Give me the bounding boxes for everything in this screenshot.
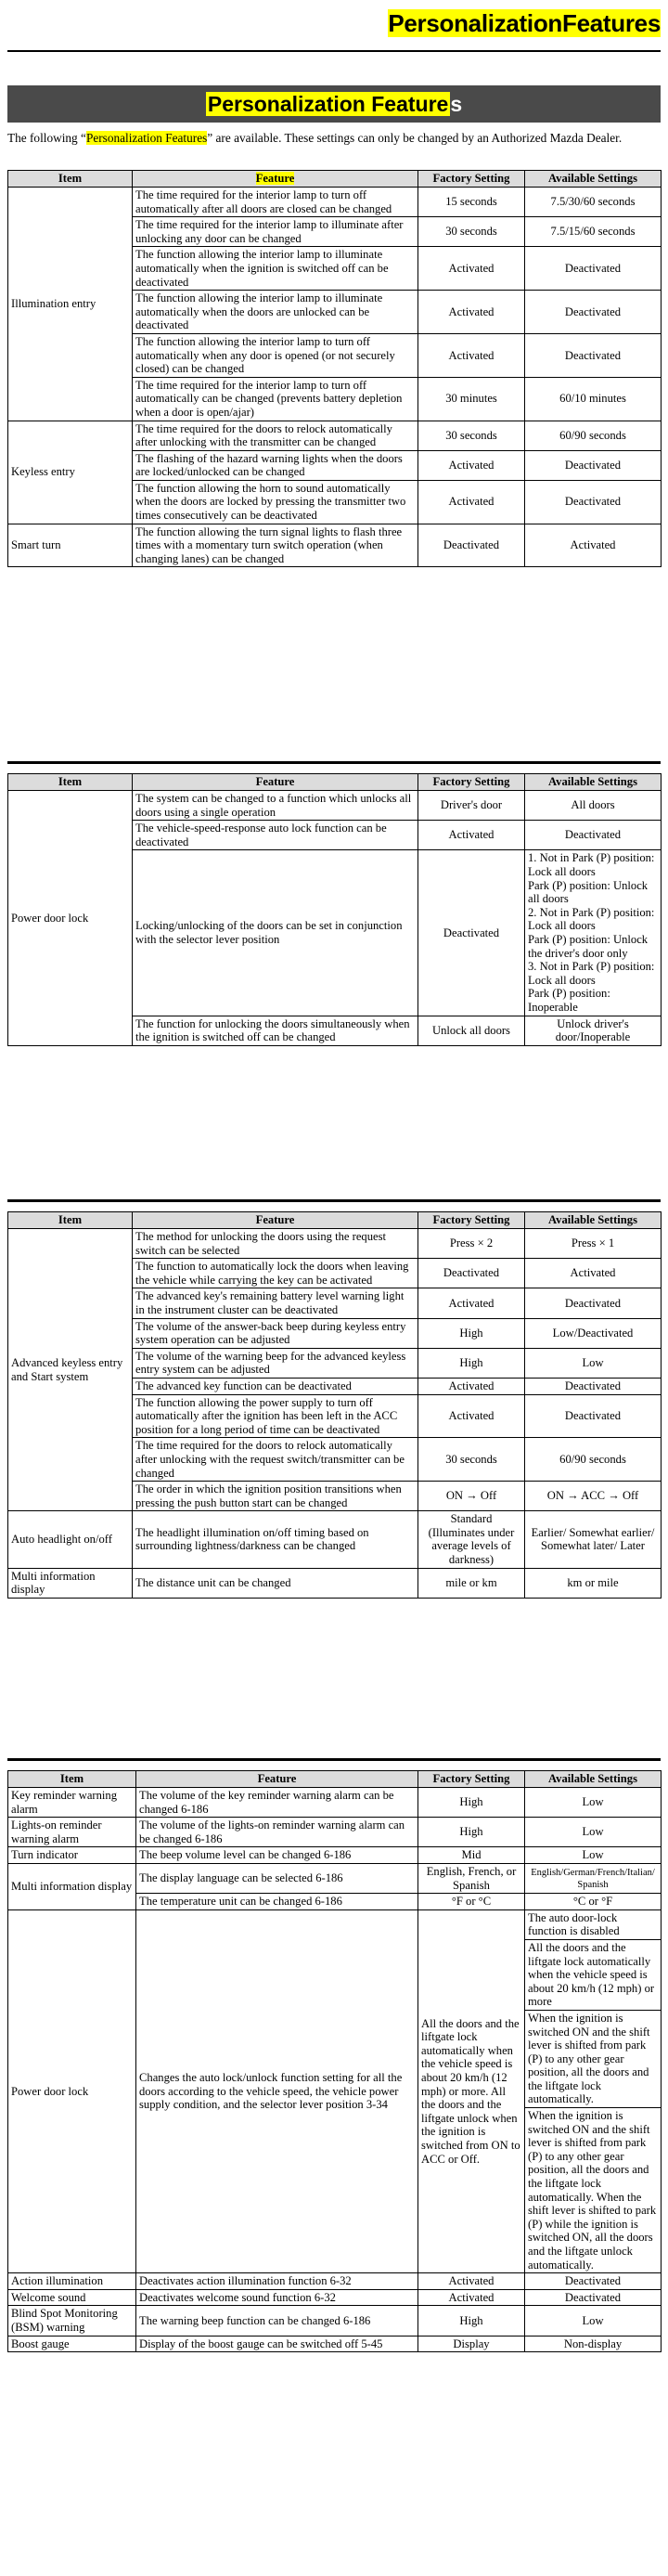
- features-table-misc: [7, 1770, 662, 2352]
- feature-cell: The headlight illumination on/off timing based on surrounding lightness/darkness can be changed: [133, 1511, 418, 1568]
- feature-cell: The function allowing the interior lamp to illuminate automatically when the doors are unlocked can be deactivated: [133, 291, 418, 334]
- feature-cell: The function allowing the horn to sound automatically when the doors are locked by pressing the transmitter two times consecutively can be deactivated: [133, 480, 418, 524]
- header-available: Available Settings: [525, 1212, 662, 1229]
- factory-cell: Activated: [418, 2289, 525, 2306]
- table-header-row: [8, 774, 662, 791]
- available-option: The auto door-lock function is disabled: [528, 1910, 620, 1938]
- header-item: Item: [8, 1212, 133, 1229]
- available-cell: 7.5/15/60 seconds: [525, 217, 662, 247]
- item-cell: Lights-on reminder warning alarm: [8, 1818, 136, 1847]
- header-available: Available Settings: [525, 171, 662, 188]
- section-divider: [7, 761, 661, 764]
- available-cell: Low: [525, 1788, 662, 1818]
- feature-cell: The time required for the doors to relock automatically after unlocking with the request switch/transmitter can be changed: [133, 1438, 418, 1482]
- item-cell: Blind Spot Monitoring (BSM) warning: [8, 2306, 136, 2336]
- section-divider: [7, 1199, 661, 1202]
- available-cell: Deactivated: [525, 821, 662, 850]
- header-feature: Feature: [133, 1212, 418, 1229]
- feature-cell: The time required for the interior lamp to illuminate after unlocking any door can be changed: [133, 217, 418, 247]
- table-row: [8, 188, 662, 217]
- features-table-power-door: [7, 773, 662, 1046]
- factory-cell: Deactivated: [418, 1259, 525, 1288]
- feature-cell: The order in which the ignition position transitions when pressing the push button start can be changed: [133, 1482, 418, 1511]
- available-cell: Deactivated: [525, 247, 662, 291]
- page-title: [388, 9, 661, 37]
- header-feature: Feature: [133, 171, 418, 188]
- factory-cell: 30 seconds: [418, 217, 525, 247]
- feature-cell: The function allowing the interior lamp to turn off automatically when any door is opened (or not securely closed) can be changed: [133, 333, 418, 377]
- available-cell: Deactivated: [525, 291, 662, 334]
- available-cell: All doors: [525, 791, 662, 821]
- feature-cell: The system can be changed to a function which unlocks all doors using a single operation: [133, 791, 418, 821]
- feature-cell: The flashing of the hazard warning lights when the doors are locked/unlocked can be changed: [133, 450, 418, 480]
- available-cell: 60/90 seconds: [525, 1438, 662, 1482]
- factory-cell: Activated: [418, 821, 525, 850]
- factory-cell: English, French, or Spanish: [418, 1863, 525, 1893]
- feature-cell: The temperature unit can be changed 6-186: [136, 1894, 418, 1910]
- factory-cell: Press × 2: [418, 1229, 525, 1259]
- available-cell: km or mile: [525, 1568, 662, 1598]
- feature-cell: Display of the boost gauge can be switched off 5-45: [136, 2336, 418, 2352]
- available-cell: Deactivated: [525, 450, 662, 480]
- table-row: [8, 1229, 662, 1259]
- item-cell: Smart turn: [8, 524, 133, 567]
- table-row: [8, 1788, 662, 1818]
- factory-cell: Activated: [418, 1288, 525, 1318]
- page-title-highlight-2: Features: [562, 9, 661, 37]
- item-cell: Key reminder warning alarm: [8, 1788, 136, 1818]
- feature-cell: The volume of the answer-back beep during keyless entry system operation can be adjusted: [133, 1318, 418, 1348]
- item-cell: Boost gauge: [8, 2336, 136, 2352]
- factory-cell: Activated: [418, 333, 525, 377]
- available-cell: Earlier/ Somewhat earlier/ Somewhat later/ Later: [525, 1511, 662, 1568]
- feature-cell: The time required for the interior lamp to turn off automatically after all doors are closed can be changed: [133, 188, 418, 217]
- table-header-row: [8, 171, 662, 188]
- available-cell: Deactivated: [525, 1288, 662, 1318]
- available-line: Park (P) position: Unlock all doors: [528, 878, 649, 906]
- factory-cell: Activated: [418, 1394, 525, 1438]
- factory-cell: Mid: [418, 1847, 525, 1864]
- factory-cell: Activated: [418, 480, 525, 524]
- table-row: [8, 1511, 662, 1568]
- feature-cell: The advanced key's remaining battery level warning light in the instrument cluster can be deactivated: [133, 1288, 418, 1318]
- table-row: [8, 2289, 662, 2306]
- factory-cell: Activated: [418, 1378, 525, 1394]
- section-banner: [7, 85, 661, 123]
- item-cell: Illumination entry: [8, 188, 133, 421]
- feature-cell: The display language can be selected 6-186: [136, 1863, 418, 1893]
- feature-cell: The advanced key function can be deactivated: [133, 1378, 418, 1394]
- available-line: 2. Not in Park (P) position: Lock all doors: [528, 905, 655, 933]
- available-cell: [525, 850, 662, 1016]
- page-title-highlight: Personalization: [388, 9, 563, 37]
- table-row: [8, 1568, 662, 1598]
- factory-cell: 30 seconds: [418, 421, 525, 450]
- intro-text-start: The following “: [7, 131, 86, 145]
- available-cell: Deactivated: [525, 1378, 662, 1394]
- item-cell: Multi information display: [8, 1863, 136, 1909]
- table-row: [8, 1818, 662, 1847]
- feature-cell: The beep volume level can be changed 6-186: [136, 1847, 418, 1864]
- factory-cell: Activated: [418, 450, 525, 480]
- banner-highlight: Personalization Feature: [207, 92, 449, 116]
- feature-cell: The method for unlocking the doors using the request switch can be selected: [133, 1229, 418, 1259]
- factory-cell: High: [418, 1318, 525, 1348]
- available-cell: Deactivated: [525, 2289, 662, 2306]
- table-row: [8, 2273, 662, 2290]
- feature-cell: The warning beep function can be changed 6-186: [136, 2306, 418, 2336]
- available-cell: 7.5/30/60 seconds: [525, 188, 662, 217]
- item-cell: Power door lock: [8, 1909, 136, 2272]
- header-factory: Factory Setting: [418, 774, 525, 791]
- factory-cell: Deactivated: [418, 524, 525, 567]
- header-feature: Feature: [133, 774, 418, 791]
- feature-cell: The vehicle-speed-response auto lock function can be deactivated: [133, 821, 418, 850]
- table-row: [8, 2306, 662, 2336]
- item-cell: Keyless entry: [8, 421, 133, 524]
- features-table-keyless: [7, 1211, 662, 1599]
- feature-cell: The volume of the lights-on reminder warning alarm can be changed 6-186: [136, 1818, 418, 1847]
- factory-cell: High: [418, 1818, 525, 1847]
- factory-cell: High: [418, 1348, 525, 1378]
- table-row: [8, 524, 662, 567]
- feature-cell: The distance unit can be changed: [133, 1568, 418, 1598]
- title-divider: [7, 50, 661, 52]
- table-header-row: [8, 1771, 662, 1788]
- header-item: Item: [8, 171, 133, 188]
- header-available: Available Settings: [525, 1771, 662, 1788]
- item-cell: Auto headlight on/off: [8, 1511, 133, 1568]
- table-row: [8, 421, 662, 450]
- feature-cell: Locking/unlocking of the doors can be set in conjunction with the selector lever position: [133, 850, 418, 1016]
- available-option: All the doors and the liftgate lock automatically when the vehicle speed is about 20 km/h (12 mph) or more: [525, 1939, 661, 2010]
- table-header-row: [8, 1212, 662, 1229]
- header-item: Item: [8, 1771, 136, 1788]
- available-line: 1. Not in Park (P) position: Lock all doors: [528, 851, 655, 878]
- feature-cell: The volume of the key reminder warning alarm can be changed 6-186: [136, 1788, 418, 1818]
- feature-cell: The time required for the interior lamp to turn off automatically can be changed (prevents battery depletion when a door is open/ajar): [133, 377, 418, 421]
- available-cell: Low: [525, 2306, 662, 2336]
- feature-cell: The function allowing the interior lamp to illuminate automatically when the ignition is switched off can be deactivated: [133, 247, 418, 291]
- available-cell: Unlock driver's door/Inoperable: [525, 1016, 662, 1045]
- factory-cell: All the doors and the liftgate lock automatically when the vehicle speed is about 20 km/h (12 mph) or more. All the doors and the liftgate unlock when the ignition is switched from ON to ACC or Off.: [418, 1909, 525, 2272]
- item-cell: Multi information display: [8, 1568, 133, 1598]
- factory-cell: High: [418, 2306, 525, 2336]
- available-cell: 60/10 minutes: [525, 377, 662, 421]
- table-row: [8, 1863, 662, 1893]
- available-cell: °C or °F: [525, 1894, 662, 1910]
- header-factory: Factory Setting: [418, 1212, 525, 1229]
- table-row: [8, 791, 662, 821]
- header-feature: Feature: [136, 1771, 418, 1788]
- factory-cell: Deactivated: [418, 850, 525, 1016]
- available-line: Park (P) position: Unlock the driver's door only: [528, 932, 649, 960]
- factory-cell: 30 seconds: [418, 1438, 525, 1482]
- available-cell: Low: [525, 1847, 662, 1864]
- available-option: When the ignition is switched ON and the shift lever is shifted from park (P) to any other gear position, all the doors and the liftgate lock automatically. When the shift lever is shifted to park (P) while the ignition is switched ON, all the doors and the liftgate unlock automatically.: [525, 2107, 661, 2272]
- intro-highlight: Personalization Features: [85, 131, 208, 145]
- feature-cell: The function to automatically lock the doors when leaving the vehicle while carrying the key can be activated: [133, 1259, 418, 1288]
- item-cell: Advanced keyless entry and Start system: [8, 1229, 133, 1511]
- intro-paragraph: [7, 131, 661, 146]
- available-cell: 60/90 seconds: [525, 421, 662, 450]
- available-cell: Deactivated: [525, 333, 662, 377]
- features-table-illumination: [7, 170, 662, 567]
- feature-cell: The function for unlocking the doors simultaneously when the ignition is switched off can be changed: [133, 1016, 418, 1045]
- header-factory: Factory Setting: [418, 1771, 525, 1788]
- item-cell: Turn indicator: [8, 1847, 136, 1864]
- factory-cell: ON → Off: [418, 1482, 525, 1511]
- header-item: Item: [8, 774, 133, 791]
- available-option: When the ignition is switched ON and the shift lever is shifted from park (P) to any other gear position, all the doors and the liftgate lock automatically.: [525, 2010, 661, 2107]
- feature-cell: The time required for the doors to relock automatically after unlocking with the transmitter can be changed: [133, 421, 418, 450]
- feature-cell: The function allowing the turn signal lights to flash three times with a momentary turn switch operation (when changing lanes) can be changed: [133, 524, 418, 567]
- item-cell: Power door lock: [8, 791, 133, 1046]
- available-cell: Deactivated: [525, 1394, 662, 1438]
- available-cell: Activated: [525, 1259, 662, 1288]
- feature-cell: The function allowing the power supply to turn off automatically after the ignition has been left in the ACC position for a long period of time can be deactivated: [133, 1394, 418, 1438]
- table-row: [8, 1847, 662, 1864]
- factory-cell: 15 seconds: [418, 188, 525, 217]
- feature-cell: The volume of the warning beep for the advanced keyless entry system can be adjusted: [133, 1348, 418, 1378]
- available-cell: English/German/French/Italian/ Spanish: [525, 1863, 662, 1893]
- factory-cell: °F or °C: [418, 1894, 525, 1910]
- banner-tail: s: [450, 92, 463, 116]
- available-cell: Low: [525, 1348, 662, 1378]
- factory-cell: Activated: [418, 247, 525, 291]
- intro-text-end: ” are available. These settings can only be changed by an Authorized Mazda Dealer.: [207, 131, 623, 145]
- available-cell: [525, 1909, 662, 2272]
- factory-cell: Standard (Illuminates under average levels of darkness): [418, 1511, 525, 1568]
- header-available: Available Settings: [525, 774, 662, 791]
- available-cell: Low: [525, 1818, 662, 1847]
- factory-cell: 30 minutes: [418, 377, 525, 421]
- available-cell: Press × 1: [525, 1229, 662, 1259]
- factory-cell: Activated: [418, 2273, 525, 2290]
- table-row: [8, 2336, 662, 2352]
- factory-cell: Unlock all doors: [418, 1016, 525, 1045]
- feature-cell: Changes the auto lock/unlock function setting for all the doors according to the vehicle speed, the vehicle power supply condition, and the selector lever position 3-34: [136, 1909, 418, 2272]
- feature-cell: Deactivates welcome sound function 6-32: [136, 2289, 418, 2306]
- available-cell: Activated: [525, 524, 662, 567]
- table-row: [8, 1909, 662, 2272]
- section-divider: [7, 1758, 661, 1761]
- item-cell: Welcome sound: [8, 2289, 136, 2306]
- factory-cell: Activated: [418, 291, 525, 334]
- item-cell: Action illumination: [8, 2273, 136, 2290]
- available-cell: Deactivated: [525, 480, 662, 524]
- available-cell: ON → ACC → Off: [525, 1482, 662, 1511]
- factory-cell: High: [418, 1788, 525, 1818]
- available-line: Park (P) position: Inoperable: [528, 987, 610, 1014]
- available-cell: Deactivated: [525, 2273, 662, 2290]
- factory-cell: mile or km: [418, 1568, 525, 1598]
- available-cell: Non-display: [525, 2336, 662, 2352]
- feature-cell: Deactivates action illumination function 6-32: [136, 2273, 418, 2290]
- factory-cell: Display: [418, 2336, 525, 2352]
- available-line: 3. Not in Park (P) position: Lock all doors: [528, 960, 655, 987]
- factory-cell: Driver's door: [418, 791, 525, 821]
- header-factory: Factory Setting: [418, 171, 525, 188]
- available-cell: Low/Deactivated: [525, 1318, 662, 1348]
